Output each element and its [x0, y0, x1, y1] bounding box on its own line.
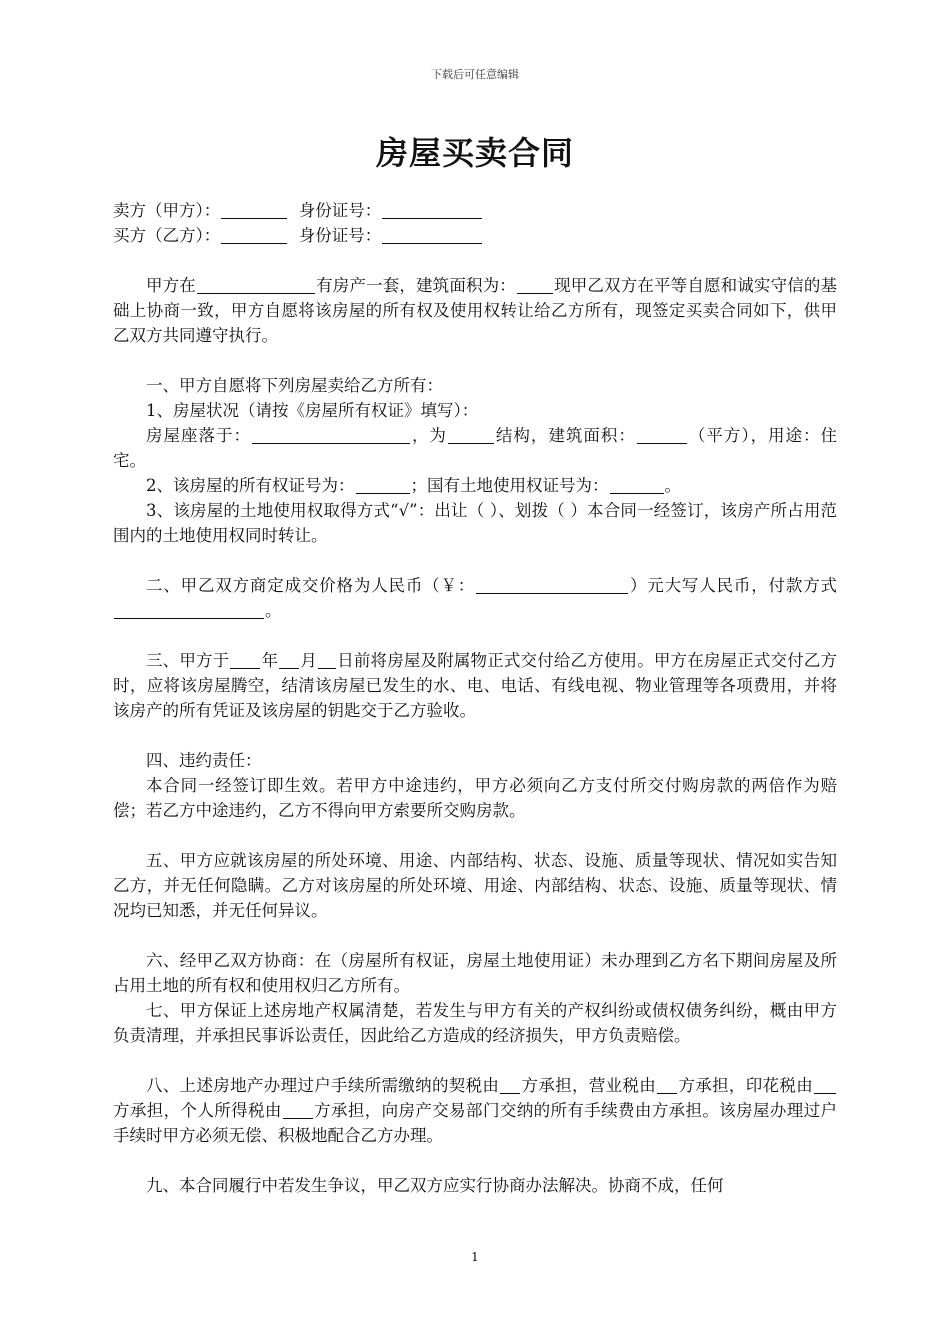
section-1-item-2: 2、该房屋的所有权证号为： ；国有土地使用权证号为： 。 [146, 476, 681, 495]
section-4-body: 本合同一经签订即生效。若甲方中途违约，甲方必须向乙方支付所交付购房款的两倍作为赔偿；若乙方中途违约，乙方不得向甲方索要所交购房款。 [113, 776, 837, 820]
buyer-line: 买方（乙方）： 身份证号： [113, 223, 837, 248]
price-blank [476, 575, 628, 594]
area-blank [517, 275, 553, 294]
seller-line: 卖方（甲方）： 身份证号： [113, 198, 837, 223]
structure-blank [448, 425, 494, 444]
section-1-heading: 一、甲方自愿将下列房屋卖给乙方所有： [146, 376, 443, 395]
income-tax-blank [283, 1100, 313, 1119]
address-blank [252, 425, 410, 444]
contract-body [113, 198, 837, 1198]
buyer-id-blank [382, 225, 482, 244]
section-1-location: 房屋座落于： ，为 结构，建筑面积： （平方），用途：住宅。 [113, 426, 838, 470]
header-note: 下载后可任意编辑 [431, 68, 519, 81]
section-1-item-1: 1、房屋状况（请按《房屋所有权证》填写）： [146, 401, 479, 420]
section-6: 六、经甲乙双方协商：在（房屋所有权证，房屋土地使用证）未办理到乙方名下期间房屋及所占用土地的所有权和使用权归乙方所有。 [113, 951, 837, 995]
section-9: 九、本合同履行中若发生争议，甲乙双方应实行协商办法解决。协商不成，任何 [146, 1176, 724, 1195]
year-blank [230, 650, 260, 669]
section-3: 三、甲方于 年 月 日前将房屋及附属物正式交付给乙方使用。甲方在房屋正式交付乙方时，应将该房屋腾空，结清该房屋已发生的水、电、电话、有线电视、物业管理等各项费用，并将该房产的所有凭证及该房屋的钥匙交于乙方验收。 [113, 651, 838, 720]
seller-id-blank [382, 200, 482, 219]
day-blank [318, 650, 336, 669]
land-cert-blank [610, 475, 664, 494]
section-8: 八、上述房地产办理过户手续所需缴纳的契税由 方承担，营业税由 方承担，印花税由方承担，个人所得税由 方承担，向房产交易部门交纳的所有手续费由方承担。该房屋办理过户手续时甲方必须无偿、积极地配合乙方办理。 [113, 1076, 838, 1145]
seller-name-blank [221, 200, 287, 219]
buyer-name-blank [221, 225, 287, 244]
stamp-tax-blank [814, 1075, 836, 1094]
section-7: 七、甲方保证上述房地产权属清楚，若发生与甲方有关的产权纠纷或债权债务纠纷，概由甲方负责清理，并承担民事诉讼责任，因此给乙方造成的经济损失，甲方负责赔偿。 [113, 1001, 837, 1045]
section-1-item-3: 3、该房屋的土地使用权取得方式“√”：出让（ ）、划拨（ ）本合同一经签订，该房产所占用范围内的土地使用权同时转让。 [113, 501, 837, 545]
deed-tax-blank [500, 1075, 520, 1094]
business-tax-blank [657, 1075, 677, 1094]
floor-area-blank [637, 425, 687, 444]
section-5: 五、甲方应就该房屋的所处环境、用途、内部结构、状态、设施、质量等现状、情况如实告知乙方，并无任何隐瞒。乙方对该房屋的所处环境、用途、内部结构、状态、设施、质量等现状、情况均已知悉，并无任何异议。 [113, 851, 837, 920]
page-number: 1 [471, 1250, 479, 1264]
payment-method-blank [114, 600, 264, 619]
month-blank [279, 650, 299, 669]
document-title: 房屋买卖合同 [375, 134, 574, 172]
property-location-blank [197, 275, 315, 294]
ownership-cert-blank [356, 475, 410, 494]
section-2: 二、甲乙双方商定成交价格为人民币（￥： ）元大写人民币，付款方式。 [113, 573, 837, 623]
intro-paragraph: 甲方在 有房产一套，建筑面积为： 现甲乙双方在平等自愿和诚实守信的基础上协商一致，甲方自愿将该房屋的所有权及使用权转让给乙方所有，现签定买卖合同如下，供甲乙双方共同遵守执行。 [113, 276, 838, 345]
section-4-heading: 四、违约责任： [146, 751, 262, 770]
